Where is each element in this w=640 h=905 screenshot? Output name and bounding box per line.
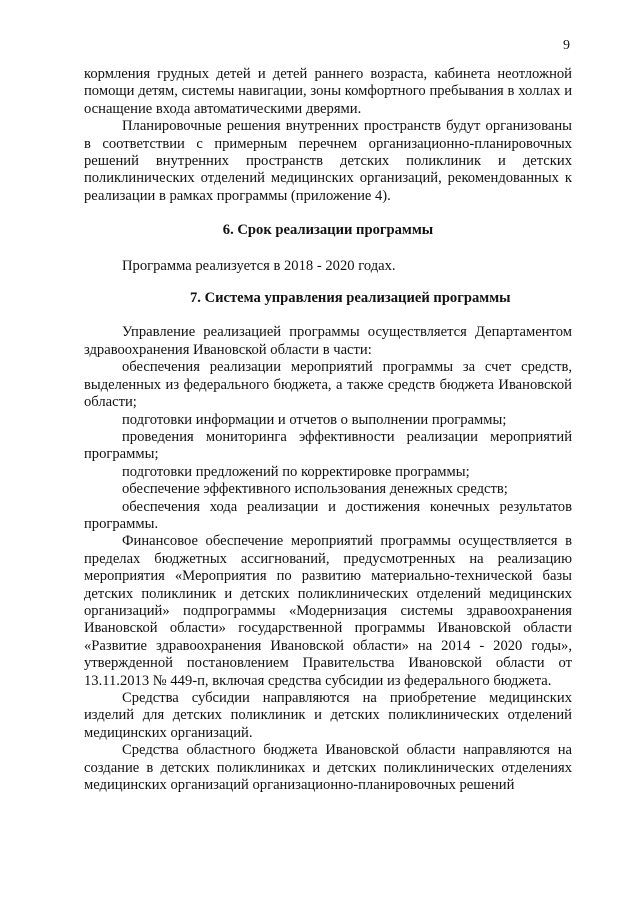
document-body <box>84 66 572 794</box>
paragraph: Средства субсидии направляются на приобретение медицинских изделий для детских поликлиник и детских поликлинических отделений медицинских организаций. <box>84 690 572 741</box>
paragraph: кормления грудных детей и детей раннего возраста, кабинета неотложной помощи детям, системы навигации, зоны комфортного пребывания в холлах и оснащение входа автоматическими дверями. <box>84 66 572 117</box>
list-item: подготовки информации и отчетов о выполнении программы; <box>122 411 507 428</box>
paragraph: Планировочные решения внутренних пространств будут организованы в соответствии с примерным перечнем организационно-планировочных решений внутренних пространств детских поликлиник и детских поликлинических отделений медицинских организаций, рекомендованных к реализации в рамках программы (приложение 4). <box>84 118 572 204</box>
list-item: подготовки предложений по корректировке программы; <box>122 463 470 480</box>
paragraph: Управление реализацией программы осуществляется Департаментом здравоохранения Ивановской области в части: <box>84 324 572 358</box>
list-item: обеспечение эффективного использования денежных средств; <box>122 481 508 498</box>
paragraph: Средства областного бюджета Ивановской области направляются на создание в детских поликлиниках и детских поликлинических отделениях медицинских организаций организационно-планировочных решений <box>84 742 572 794</box>
list-item: обеспечения хода реализации и достижения конечных результатов программы. <box>84 498 572 532</box>
list-item: обеспечения реализации мероприятий программы за счет средств, выделенных из федерального бюджета, а также средств бюджета Ивановской области; <box>84 359 572 411</box>
paragraph: Финансовое обеспечение мероприятий программы осуществляется в пределах бюджетных ассигнований, предусмотренных на реализацию мероприятия «Мероприятия по развитию материально-технической базы детских поликлиник и детских поликлинических отделений медицинских организаций» подпрограммы «Модернизация системы здравоохранения Ивановской области» государственной программы Ивановской области «Развитие здравоохранения Ивановской области» на 2014 - 2020 годы», утвержденной постановлением Правительства Ивановской области от 13.11.2013 № 449-п, включая средства субсидии из федерального бюджета. <box>84 533 572 689</box>
section-7-heading: 7. Система управления реализацией программы <box>190 290 511 307</box>
page-number: 9 <box>563 38 570 53</box>
list-item: проведения мониторинга эффективности реализации мероприятий программы; <box>84 428 572 463</box>
paragraph: Программа реализуется в 2018 - 2020 годах. <box>122 257 396 274</box>
section-6-heading: 6. Срок реализации программы <box>222 222 434 239</box>
